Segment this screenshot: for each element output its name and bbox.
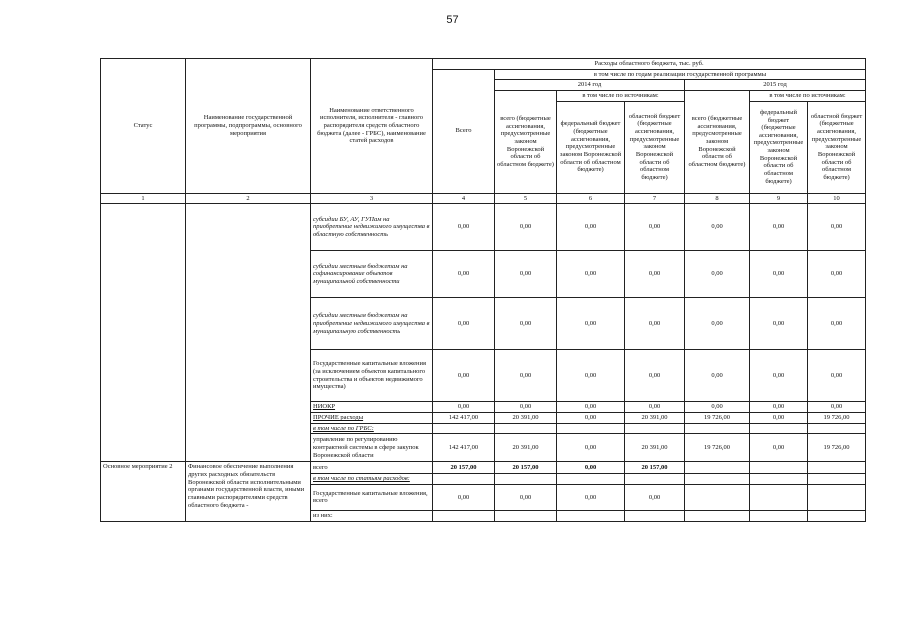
cell-value: 0,00 [495,251,557,298]
cell-value: 0,00 [685,298,750,350]
cell-value: 0,00 [557,434,625,462]
cell-value: 0,00 [685,350,750,402]
header-regional-2015: областной бюджет (бюджетные ассигнования, предусмотренные законом Воронежской области об областном бюджете) [808,101,866,193]
status-cell-empty [101,204,186,462]
cell-value: 0,00 [557,251,625,298]
header-program-name: Наименование государственной программы, подпрограммы, основного мероприятия [186,59,311,194]
row-label: в том числе по ГРБС: [311,423,433,434]
program-cell-empty [186,204,311,462]
cell-value: 0,00 [557,402,625,413]
header-regional-2014: областной бюджет (бюджетные ассигнования, предусмотренные законом Воронежской области об областном бюджете) [625,101,685,193]
cell-value: 0,00 [750,402,808,413]
cell-value: 0,00 [625,251,685,298]
row-label: в том числе по статьям расходов: [311,474,433,485]
cell-value: 0,00 [557,484,625,510]
col-number: 1 [101,193,186,204]
header-year-2014: 2014 год [495,80,685,91]
cell-empty [685,423,750,434]
cell-value: 0,00 [433,484,495,510]
cell-empty [808,474,866,485]
row-label: НИОКР [311,402,433,413]
header-all-2014: всего (бюджетные ассигнования, предусмотренные законом Воронежской области об областном бюджете) [495,90,557,193]
header-status: Статус [101,59,186,194]
cell-empty [750,484,808,510]
cell-value: 0,00 [808,350,866,402]
cell-empty [750,510,808,521]
col-number: 4 [433,193,495,204]
cell-value: 0,00 [495,298,557,350]
budget-table [100,58,866,522]
cell-empty [495,423,557,434]
cell-empty [625,510,685,521]
cell-value: 0,00 [808,402,866,413]
cell-empty [685,510,750,521]
table-row [101,462,866,474]
cell-value: 0,00 [750,350,808,402]
table-row [101,204,866,251]
col-number: 6 [557,193,625,204]
cell-empty [625,423,685,434]
cell-value: 0,00 [433,204,495,251]
cell-value: 0,00 [625,350,685,402]
cell-empty [433,510,495,521]
col-number: 5 [495,193,557,204]
row-label: управление по регулированию контрактной системы в сфере закупок Воронежской области [311,434,433,462]
cell-value: 0,00 [557,204,625,251]
cell-empty [557,474,625,485]
header-budget-expenses: Расходы областного бюджета, тыс. руб. [433,59,866,70]
cell-empty [685,474,750,485]
cell-value: 0,00 [625,298,685,350]
cell-value: 20 391,00 [495,434,557,462]
cell-value: 0,00 [433,298,495,350]
row-label: субсидии местным бюджетам на софинансирование объектов муниципальной собственности [311,251,433,298]
cell-value: 0,00 [750,434,808,462]
header-by-years: в том числе по годам реализации государственной программы [495,69,866,80]
cell-value: 20 157,00 [433,462,495,474]
cell-value: 19 726,00 [808,412,866,423]
cell-empty [750,423,808,434]
cell-empty [433,474,495,485]
header-total: Всего [433,69,495,193]
cell-value: 0,00 [808,298,866,350]
row-label: ПРОЧИЕ расходы [311,412,433,423]
cell-value: 0,00 [625,204,685,251]
cell-empty [557,423,625,434]
row-label: субсидии БУ, АУ, ГУПам на приобретение недвижимого имущества в областную собственность [311,204,433,251]
cell-value: 0,00 [557,462,625,474]
col-number: 10 [808,193,866,204]
cell-value: 0,00 [808,204,866,251]
cell-value: 0,00 [750,251,808,298]
cell-value: 0,00 [625,402,685,413]
header-federal-2015: федеральный бюджет (бюджетные ассигнования, предусмотренные законом Воронежской области об областном бюджете) [750,101,808,193]
cell-value: 0,00 [750,204,808,251]
cell-value: 142 417,00 [433,434,495,462]
cell-empty [685,462,750,474]
col-number: 3 [311,193,433,204]
row-label: всего [311,462,433,474]
cell-empty [495,474,557,485]
cell-empty [433,423,495,434]
cell-value: 19 726,00 [685,434,750,462]
cell-empty [495,510,557,521]
cell-value: 19 726,00 [685,412,750,423]
header-all-2015: всего (бюджетные ассигнования, предусмотренные законом Воронежской области об областном бюджете) [685,90,750,193]
header-by-sources-2015: в том числе по источникам: [750,90,866,101]
cell-value: 0,00 [433,251,495,298]
col-number: 8 [685,193,750,204]
cell-empty [625,474,685,485]
cell-value: 0,00 [685,204,750,251]
cell-empty [750,474,808,485]
cell-value: 0,00 [685,251,750,298]
cell-value: 0,00 [750,298,808,350]
cell-value: 0,00 [495,350,557,402]
cell-value: 0,00 [433,402,495,413]
cell-empty [685,484,750,510]
cell-value: 20 391,00 [495,412,557,423]
col-number: 9 [750,193,808,204]
cell-value: 19 726,00 [808,434,866,462]
cell-empty [557,510,625,521]
header-by-sources-2014: в том числе по источникам: [557,90,685,101]
cell-empty [750,462,808,474]
col-number: 7 [625,193,685,204]
cell-value: 20 157,00 [495,462,557,474]
cell-value: 0,00 [557,298,625,350]
main-event-status: Основное мероприятие 2 [101,462,186,521]
col-number: 2 [186,193,311,204]
cell-empty [808,462,866,474]
cell-value: 0,00 [808,251,866,298]
cell-value: 0,00 [495,484,557,510]
header-executor: Наименование ответственного исполнителя, исполнителя - главного распорядителя средств областного бюджета (далее - ГРБС), наименование статей расходов [311,59,433,194]
cell-value: 0,00 [557,412,625,423]
main-event-name: Финансовое обеспечение выполнения других расходных обязательств Воронежской области исполнительными органами государственной власти, иными главными распорядителями средств областного бюджета - [186,462,311,521]
cell-value: 0,00 [750,412,808,423]
cell-value: 20 391,00 [625,434,685,462]
row-label: субсидии местным бюджетам на приобретение недвижимого имущества в муниципальную собственность [311,298,433,350]
row-label: Государственные капитальные вложения, всего [311,484,433,510]
cell-value: 0,00 [557,350,625,402]
cell-empty [808,423,866,434]
cell-empty [808,510,866,521]
cell-value: 0,00 [685,402,750,413]
cell-value: 20 157,00 [625,462,685,474]
cell-value: 142 417,00 [433,412,495,423]
cell-empty [808,484,866,510]
cell-value: 0,00 [495,402,557,413]
cell-value: 20 391,00 [625,412,685,423]
row-label: Государственные капитальные вложения (за исключением объектов капитального строительства и объектов недвижимого имущества) [311,350,433,402]
page-number: 57 [446,14,459,26]
cell-value: 0,00 [495,204,557,251]
header-year-2015: 2015 год [685,80,866,91]
row-label: из них: [311,510,433,521]
header-federal-2014: федеральный бюджет (бюджетные ассигнования, предусмотренные законом Воронежской области об областном бюджете) [557,101,625,193]
cell-value: 0,00 [433,350,495,402]
cell-value: 0,00 [625,484,685,510]
